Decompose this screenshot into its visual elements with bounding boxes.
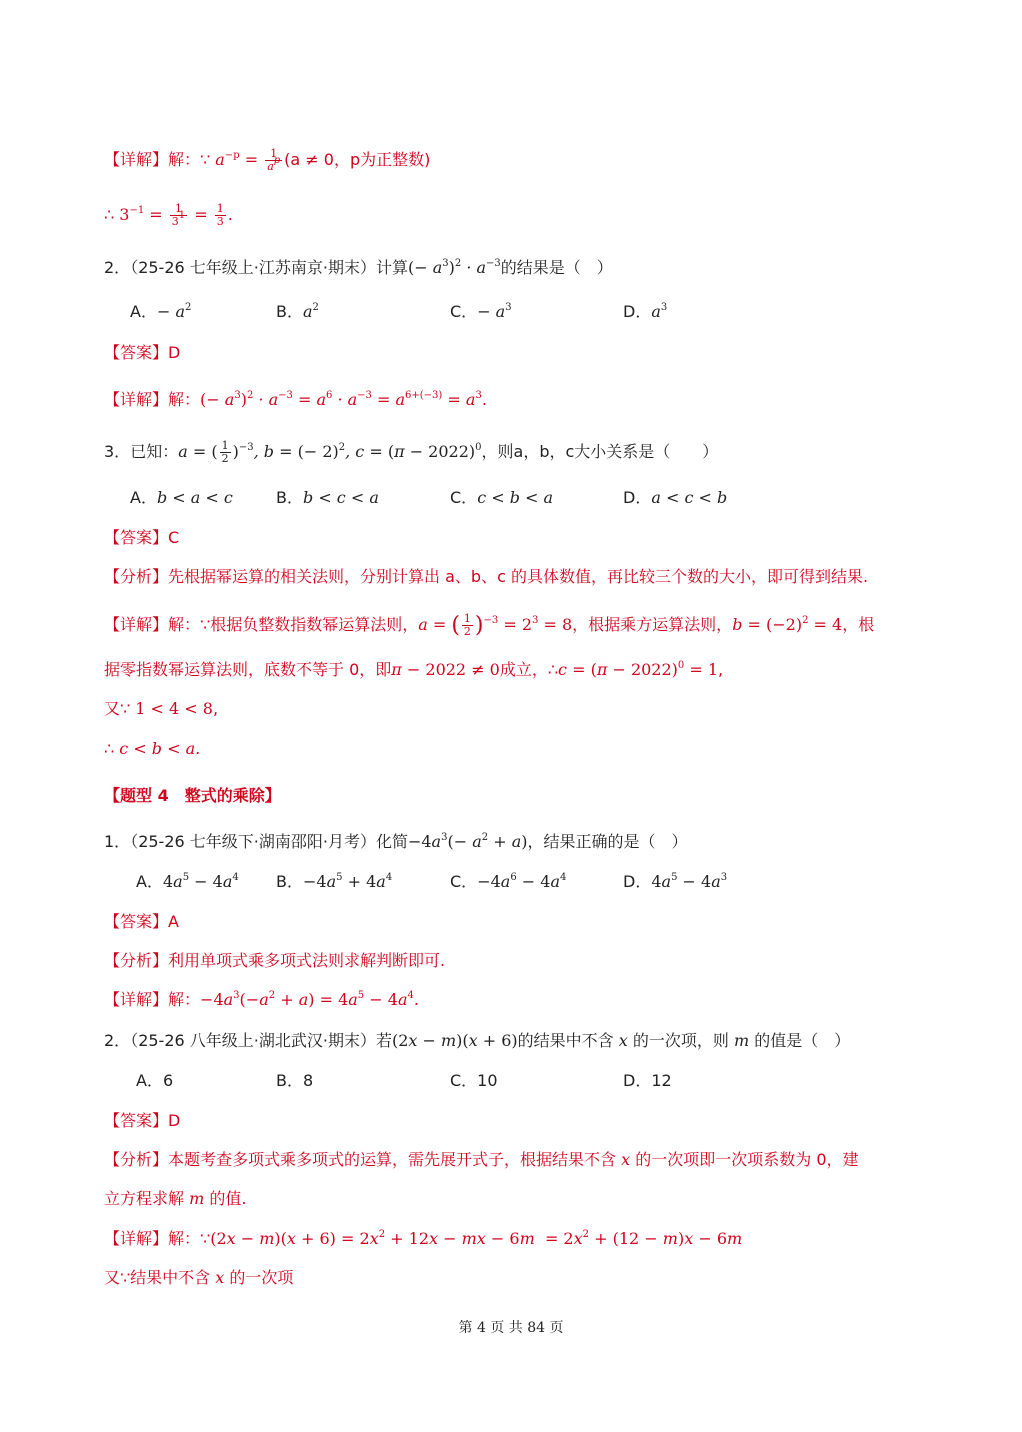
q3-option-c: C．c < b < a bbox=[450, 488, 554, 507]
formula: (− $a^3)^2 \cdot a^{-3}$ bbox=[407, 258, 501, 277]
formula: a = ( $\frac{1}{2}$ )$^{-3}$, b = (− 2)$^2$, $c = (\pi - 2022)^0$ bbox=[178, 439, 482, 465]
q2-option-b: B．$a^2$ bbox=[276, 302, 319, 321]
s4q1-option-c: C．$-4a^6 - 4a^4$ bbox=[450, 872, 567, 891]
formula: (− $a^3)^2 \cdot a^{-3} = a^6 \cdot a^{-3} = a^{6+(-3)} = a^3$. bbox=[200, 390, 487, 409]
q3-stem: 3．已知：a = ( $\frac{1}{2}$ )$^{-3}$, b = (− 2)$^2$, $c = (\pi - 2022)^0$，则a，b，c大小关系是（ ） bbox=[104, 439, 719, 465]
s4q1-detail: 【详解】解：$-4a^3(-a^2 + a) = 4a^5 - 4a^4$. bbox=[104, 990, 419, 1009]
question-number: 2． bbox=[104, 258, 131, 277]
detail-tag: 【详解】 bbox=[104, 150, 169, 169]
s4q1-option-d: D．$4a^5 - 4a^3$ bbox=[623, 872, 728, 891]
s4q1-option-a: A．$4a^5 - 4a^4$ bbox=[136, 872, 239, 891]
q3-detail-1: 【详解】解：∵根据负整数指数幂运算法则，a = ( $\frac{1}{2}$ )$^{-3} = 2^3 = 8$，根据乘方运算法则，$b = (-2)^2 = 4$，根 bbox=[104, 612, 875, 638]
prev-therefore-line bbox=[104, 203, 233, 228]
q3-therefore: ∴ c < b < a. bbox=[104, 739, 201, 758]
q3-option-d: D．a < c < b bbox=[623, 488, 728, 507]
formula: $a^{-p}$ = $\frac{1}{a^p}$ bbox=[215, 147, 281, 173]
formula: $3^{-1}$ = $\frac{1}{3^1}$ = $\frac{1}{3}$ . bbox=[119, 202, 233, 228]
q3-detail-2: 据零指数幂运算法则，底数不等于 0，即π − 2022 ≠ 0成立，∴c = $(\pi - 2022)^0 = 1$, bbox=[104, 660, 724, 679]
s4q2-detail: 【详解】解：∵(2x − $m)(x + 6) = 2x^2 + 12x$ − mx − $6m = 2x^2 + (12 - m)x - 6m$ bbox=[104, 1229, 743, 1248]
q3-analysis: 【分析】先根据幂运算的相关法则，分别计算出 a、b、c 的具体数值，再比较三个数的大小，即可得到结果. bbox=[104, 567, 869, 586]
q2-answer: 【答案】D bbox=[104, 343, 181, 362]
section-heading: 【题型 4 整式的乘除】 bbox=[104, 786, 281, 805]
s4q1-analysis: 【分析】利用单项式乘多项式法则求解判断即可. bbox=[104, 951, 446, 970]
s4q2-also: 又∵结果中不含 x 的一次项 bbox=[104, 1268, 294, 1287]
s4q2-analysis-2: 立方程求解 m 的值. bbox=[104, 1189, 247, 1208]
q3-option-b: B．b < c < a bbox=[276, 488, 379, 507]
q2-option-c: C．− $a^3$ bbox=[450, 302, 512, 321]
question-source: （25-26 七年级上·江苏南京·期末）计算 bbox=[130, 258, 408, 277]
q3-also: 又∵ 1 < 4 < 8, bbox=[104, 699, 219, 718]
s4q1-option-b: B．$-4a^5 + 4a^4$ bbox=[276, 872, 393, 891]
answer-value: D bbox=[168, 343, 181, 362]
q2-option-d: D．$a^3$ bbox=[623, 302, 668, 321]
s4q2-stem: 2．（25-26 八年级上·湖北武汉·期末）若(2x − m)(x + 6)的结果中不含 x 的一次项，则 m 的值是（ ） bbox=[104, 1031, 851, 1050]
s4q1-stem: 1．（25-26 七年级下·湖南邵阳·月考）化简$-4a^3(- a^2 + a)$，结果正确的是（ ） bbox=[104, 832, 688, 851]
page-footer: 第 4 页 共 84 页 bbox=[458, 1320, 564, 1336]
q2-stem bbox=[104, 257, 613, 279]
s4q2-option-d: D．12 bbox=[623, 1071, 672, 1090]
s4q2-option-a: A．6 bbox=[136, 1071, 174, 1090]
condition: (a ≠ 0，p为正整数) bbox=[284, 150, 431, 169]
prev-detail-line bbox=[104, 148, 430, 173]
therefore-symbol: ∴ bbox=[104, 205, 120, 224]
s4q2-analysis-1: 【分析】本题考查多项式乘多项式的运算，需先展开式子，根据结果不含 x 的一次项即一次项系数为 0，建 bbox=[104, 1150, 859, 1169]
q2-detail: 【详解】解：(− $a^3)^2 \cdot a^{-3} = a^6 \cdot a^{-3} = a^{6+(-3)} = a^3$. bbox=[104, 390, 487, 409]
q3-answer: 【答案】C bbox=[104, 528, 180, 547]
s4q2-answer: 【答案】D bbox=[104, 1111, 181, 1130]
q2-option-a: A．− $a^2$ bbox=[130, 302, 192, 321]
s4q2-option-c: C．10 bbox=[450, 1071, 498, 1090]
question-tail: 的结果是（ ） bbox=[500, 258, 613, 277]
detail-prefix: 解：∵ bbox=[168, 150, 216, 169]
q3-option-a: A．b < a < c bbox=[130, 488, 233, 507]
s4q1-answer: 【答案】A bbox=[104, 912, 179, 931]
s4q2-option-b: B．8 bbox=[276, 1071, 314, 1090]
